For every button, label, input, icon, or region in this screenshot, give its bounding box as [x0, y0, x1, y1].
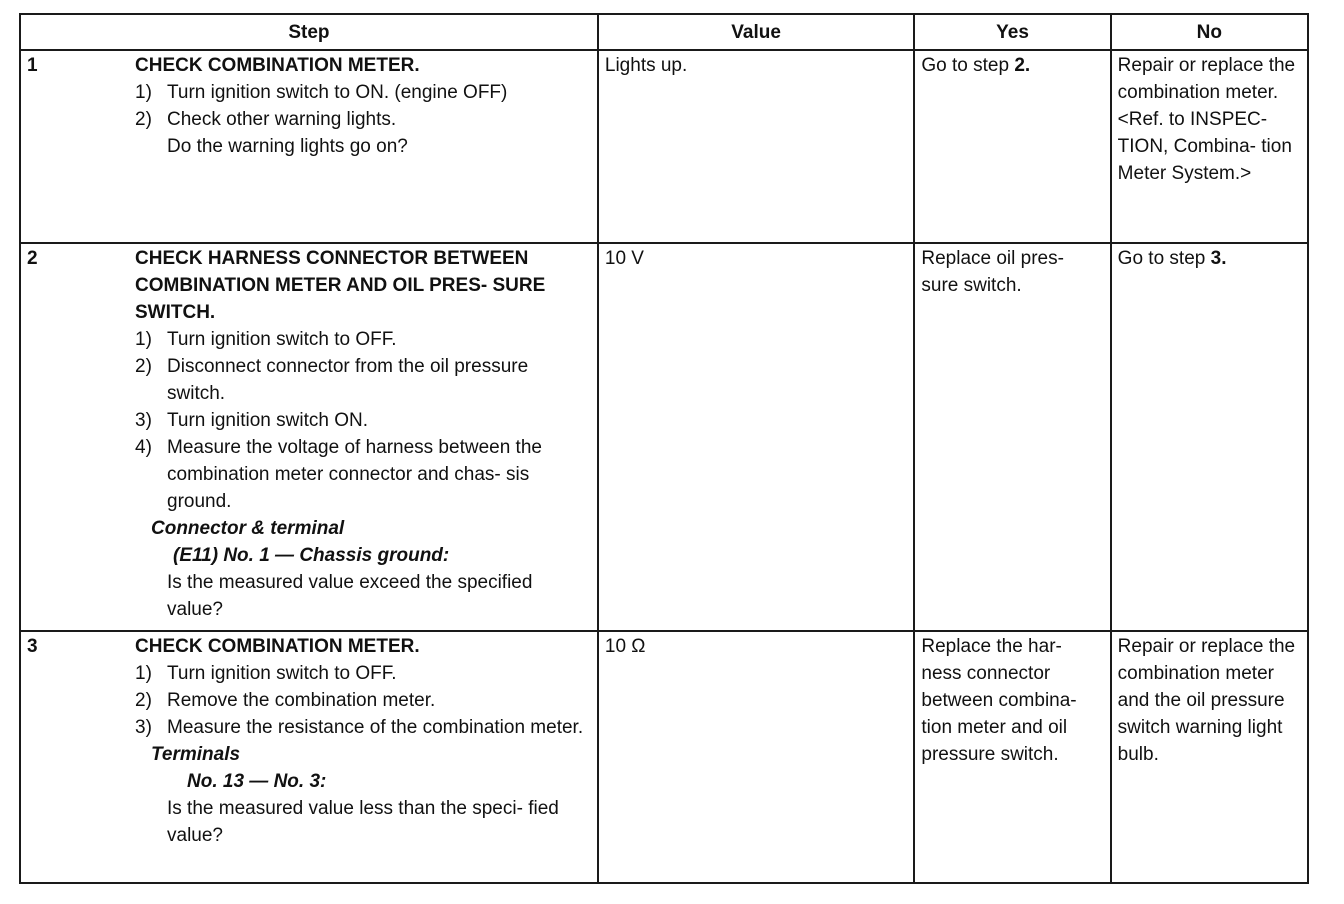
header-row: [20, 14, 1308, 50]
yes-cell: Replace oil pres- sure switch.: [914, 243, 1110, 631]
header-no: No: [1111, 14, 1308, 50]
yes-cell: Replace the har- ness connector between combina- tion meter and oil pressure switch.: [914, 631, 1110, 883]
spec-value: No. 13 — No. 3:: [187, 771, 327, 792]
step-question: Is the measured value less than the speci- fied value?: [167, 798, 559, 846]
step-question: Do the warning lights go on?: [167, 136, 408, 157]
step-cell: [20, 50, 598, 243]
step-question: Is the measured value exceed the specified value?: [167, 572, 533, 620]
step-number: 1: [27, 55, 38, 76]
no-cell: Repair or replace the combination meter and the oil pressure switch warning light bulb.: [1111, 631, 1308, 883]
substep: 1) Turn ignition switch to OFF.: [135, 329, 397, 350]
table-row: [20, 243, 1308, 631]
substep: 2) Disconnect connector from the oil pressure switch.: [135, 356, 529, 404]
substep: 2) Check other warning lights.: [135, 109, 397, 130]
substep: 1) Turn ignition switch to ON. (engine OFF): [135, 82, 508, 103]
value-cell: 10 V: [598, 243, 914, 631]
step-number: 2: [27, 248, 38, 269]
substep: 3) Measure the resistance of the combination meter.: [135, 717, 584, 738]
step-title: CHECK HARNESS CONNECTOR BETWEEN COMBINATION METER AND OIL PRES- SURE SWITCH.: [135, 248, 546, 323]
substep: 2) Remove the combination meter.: [135, 690, 436, 711]
spec-label: Terminals: [151, 744, 241, 765]
spec-value: (E11) No. 1 — Chassis ground:: [173, 545, 450, 566]
header-step: Step: [20, 14, 598, 50]
step-cell: [20, 243, 598, 631]
step-number: 3: [27, 636, 38, 657]
no-cell: Go to step 3.: [1111, 243, 1308, 631]
step-cell: [20, 631, 598, 883]
step-title: CHECK COMBINATION METER.: [135, 55, 420, 76]
value-cell: 10 Ω: [598, 631, 914, 883]
header-yes: Yes: [914, 14, 1110, 50]
no-cell: Repair or replace the combination meter. <Ref. to INSPEC- TION, Combina- tion Meter System.>: [1111, 50, 1308, 243]
yes-cell: Go to step 2.: [914, 50, 1110, 243]
substep: 1) Turn ignition switch to OFF.: [135, 663, 397, 684]
substep: 3) Turn ignition switch ON.: [135, 410, 368, 431]
substep: 4) Measure the voltage of harness between the combination meter connector and chas- sis ground.: [135, 437, 542, 512]
value-cell: Lights up.: [598, 50, 914, 243]
spec-label: Connector & terminal: [151, 518, 345, 539]
table-row: [20, 631, 1308, 883]
table-row: [20, 50, 1308, 243]
step-title: CHECK COMBINATION METER.: [135, 636, 420, 657]
diagnostic-table: [19, 13, 1309, 884]
header-value: Value: [598, 14, 914, 50]
